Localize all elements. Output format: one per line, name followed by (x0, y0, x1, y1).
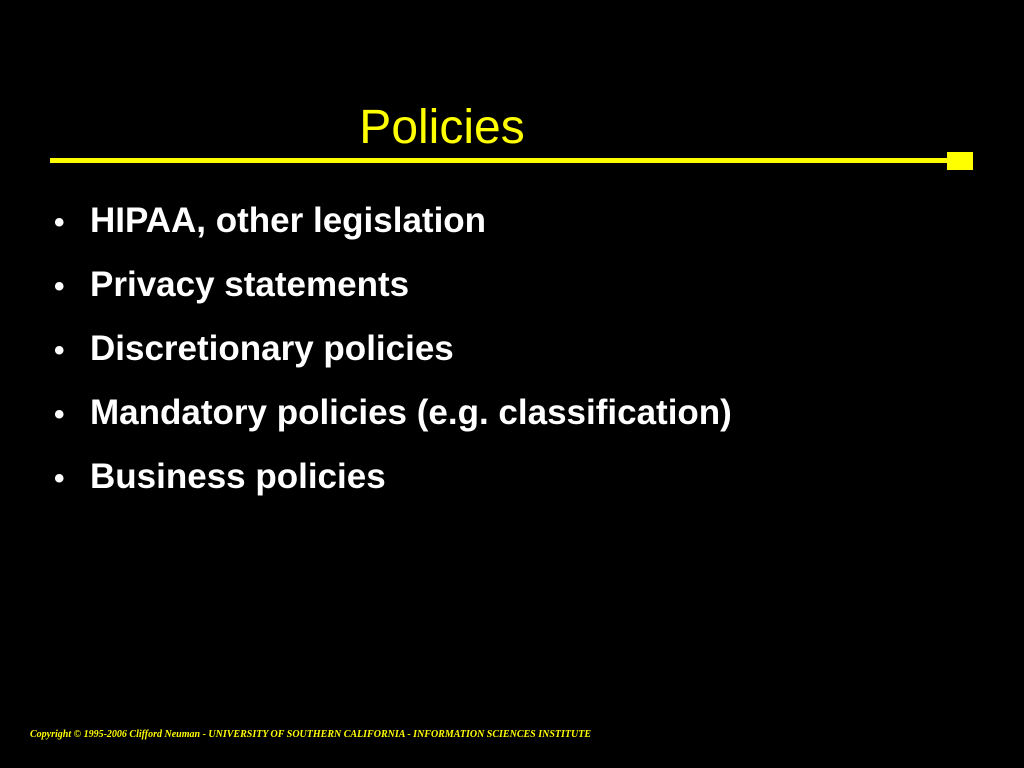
bullet-item (54, 254, 994, 318)
bullet-text: HIPAA, other legislation (90, 201, 487, 240)
title-rule-end-block (947, 152, 973, 170)
bullet-text: Discretionary policies (90, 329, 454, 368)
bullet-item (54, 446, 994, 510)
bullet-text: Business policies (90, 457, 386, 496)
bullet-glyph: • (54, 206, 65, 239)
bullet-text: Mandatory policies (e.g. classification) (90, 393, 732, 432)
title-underline-rule (50, 158, 950, 163)
bullet-list (54, 190, 994, 510)
bullet-item (54, 382, 994, 446)
bullet-item (54, 190, 994, 254)
bullet-glyph: • (54, 398, 65, 431)
copyright-footer: Copyright © 1995-2006 Clifford Neuman - UNIVERSITY OF SOUTHERN CALIFORNIA - INFORMATION SCIENCES INSTITUTE (30, 729, 592, 740)
bullet-glyph: • (54, 270, 65, 303)
bullet-glyph: • (54, 462, 65, 495)
slide-title: Policies (359, 101, 525, 154)
bullet-text: Privacy statements (90, 265, 410, 304)
bullet-glyph: • (54, 334, 65, 367)
bullet-item (54, 318, 994, 382)
